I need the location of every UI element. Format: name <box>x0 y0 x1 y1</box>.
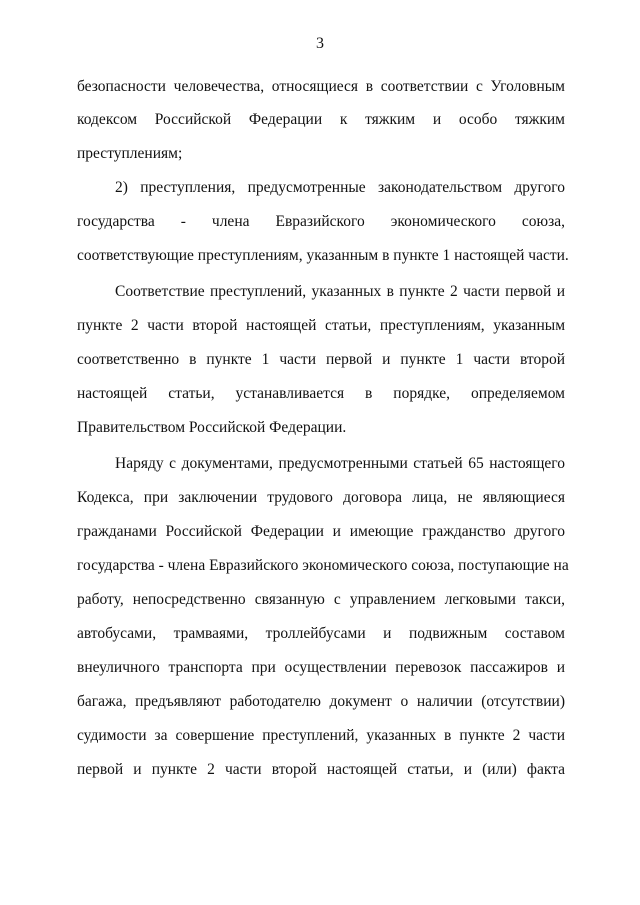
text-line: государства - члена Евразийского экономического союза, <box>77 213 565 230</box>
text-line: работу, непосредственно связанную с управлением легковыми такси, <box>77 591 565 608</box>
text-line: безопасности человечества, относящиеся в соответствии с Уголовным <box>77 78 565 95</box>
text-line: Правительством Российской Федерации. <box>77 419 347 436</box>
page-number: 3 <box>316 35 324 52</box>
text-line: государства - члена Евразийского экономического союза, поступающие на <box>77 557 569 574</box>
text-line: соответствующие преступлениям, указанным в пункте 1 настоящей части. <box>77 247 569 264</box>
text-line: Кодекса, при заключении трудового договора лица, не являющиеся <box>77 489 565 506</box>
text-line: автобусами, трамваями, троллейбусами и подвижным составом <box>77 625 565 642</box>
text-line: судимости за совершение преступлений, указанных в пункте 2 части <box>77 727 565 744</box>
text-line: настоящей статьи, устанавливается в порядке, определяемом <box>77 385 565 402</box>
text-line: первой и пункте 2 части второй настоящей статьи, и (или) факта <box>77 761 565 778</box>
text-line: внеуличного транспорта при осуществлении перевозок пассажиров и <box>77 659 565 676</box>
text-line: преступлениям; <box>77 145 183 162</box>
text-line: Соответствие преступлений, указанных в пункте 2 части первой и <box>115 283 565 300</box>
text-line: пункте 2 части второй настоящей статьи, преступлениям, указанным <box>77 317 565 334</box>
text-line: гражданами Российской Федерации и имеющие гражданство другого <box>77 523 565 540</box>
text-line: багажа, предъявляют работодателю документ о наличии (отсутствии) <box>77 693 565 710</box>
text-line: кодексом Российской Федерации к тяжким и особо тяжким <box>77 111 565 128</box>
text-line: Наряду с документами, предусмотренными статьей 65 настоящего <box>115 455 565 472</box>
text-line: 2) преступления, предусмотренные законодательством другого <box>115 179 565 196</box>
text-line: соответственно в пункте 1 части первой и пункте 1 части второй <box>77 351 565 368</box>
